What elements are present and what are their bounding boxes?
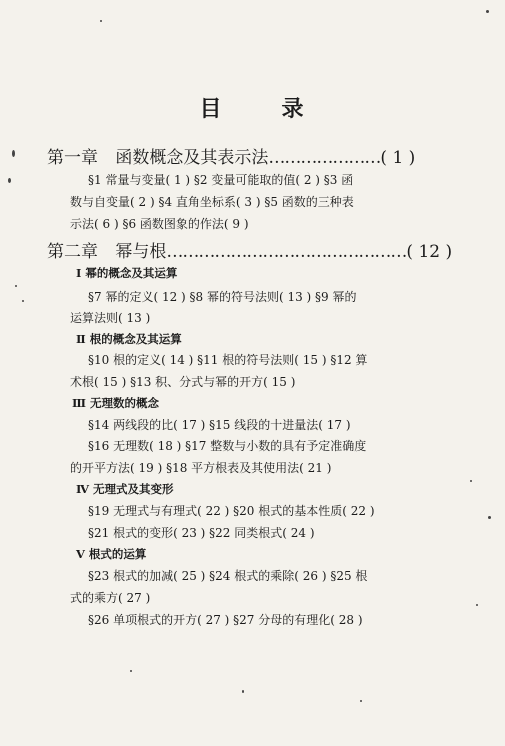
part-2-section-line: §10 根的定义( 14 ) §11 根的符号法则( 15 ) §12 算 xyxy=(88,353,368,367)
scan-speck xyxy=(488,516,491,519)
part-2-section-line: 术根( 15 ) §13 积、分式与幂的开方( 15 ) xyxy=(70,375,296,389)
scan-speck xyxy=(12,150,15,157)
chapter-1-heading: 第一章 xyxy=(47,148,98,168)
part-1-section-line: §7 幂的定义( 12 ) §8 幂的符号法则( 13 ) §9 幂的 xyxy=(88,290,357,304)
part-3-section-line: 的开平方法( 19 ) §18 平方根表及其使用法( 21 ) xyxy=(70,461,332,475)
chapter-1-section-line: 数与自变量( 2 ) §4 直角坐标系( 3 ) §5 函数的三种表 xyxy=(70,195,354,209)
chapter-1-name: 函数概念及其表示法 xyxy=(115,148,269,168)
scan-speck xyxy=(242,690,244,693)
part-4-heading: Ⅳ 无理式及其变形 xyxy=(76,482,174,496)
scan-speck xyxy=(22,300,24,302)
scan-speck xyxy=(8,178,11,183)
part-5-section-line: §23 根式的加减( 25 ) §24 根式的乘除( 26 ) §25 根 xyxy=(88,569,368,583)
part-1-heading: Ⅰ 幂的概念及其运算 xyxy=(76,266,178,280)
chapter-1-section-line: 示法( 6 ) §6 函数图象的作法( 9 ) xyxy=(70,217,249,231)
scan-speck xyxy=(486,10,489,13)
chapter-2-entry xyxy=(47,237,452,262)
chapter-1-section-line: §1 常量与变量( 1 ) §2 变量可能取的值( 2 ) §3 函 xyxy=(88,173,354,187)
scan-speck xyxy=(360,700,362,702)
chapter-1-leader-dots: ………………… xyxy=(268,148,381,168)
chapter-2-leader-dots: ……………………………………… xyxy=(166,242,407,262)
part-2-heading: Ⅱ 根的概念及其运算 xyxy=(76,332,182,346)
chapter-2-name: 幂与根 xyxy=(115,242,167,262)
scan-speck xyxy=(100,20,102,22)
part-5-section-line: §26 单项根式的开方( 27 ) §27 分母的有理化( 28 ) xyxy=(88,613,363,627)
chapter-1-entry xyxy=(47,143,415,168)
toc-title-char-2: 录 xyxy=(281,96,306,122)
chapter-2-heading: 第二章 xyxy=(47,242,98,262)
part-5-section-line: 式的乘方( 27 ) xyxy=(70,591,151,605)
part-3-section-line: §14 两线段的比( 17 ) §15 线段的十进量法( 17 ) xyxy=(88,418,351,432)
part-3-section-line: §16 无理数( 18 ) §17 整数与小数的具有予定准确度 xyxy=(88,439,367,453)
part-5-heading: Ⅴ 根式的运算 xyxy=(76,547,147,561)
scan-speck xyxy=(130,670,132,672)
scan-speck xyxy=(470,480,472,482)
toc-title-char-1: 目 xyxy=(199,96,224,122)
toc-title xyxy=(0,92,505,123)
part-1-section-line: 运算法则( 13 ) xyxy=(70,311,151,325)
part-4-section-line: §21 根式的变形( 23 ) §22 同类根式( 24 ) xyxy=(88,526,315,540)
part-3-heading: Ⅲ 无理数的概念 xyxy=(72,396,160,410)
chapter-1-page: ( 1 ) xyxy=(380,148,416,168)
scan-speck xyxy=(476,604,478,606)
scan-speck xyxy=(15,285,17,287)
chapter-2-page: ( 12 ) xyxy=(406,242,453,262)
part-4-section-line: §19 无理式与有理式( 22 ) §20 根式的基本性质( 22 ) xyxy=(88,504,375,518)
